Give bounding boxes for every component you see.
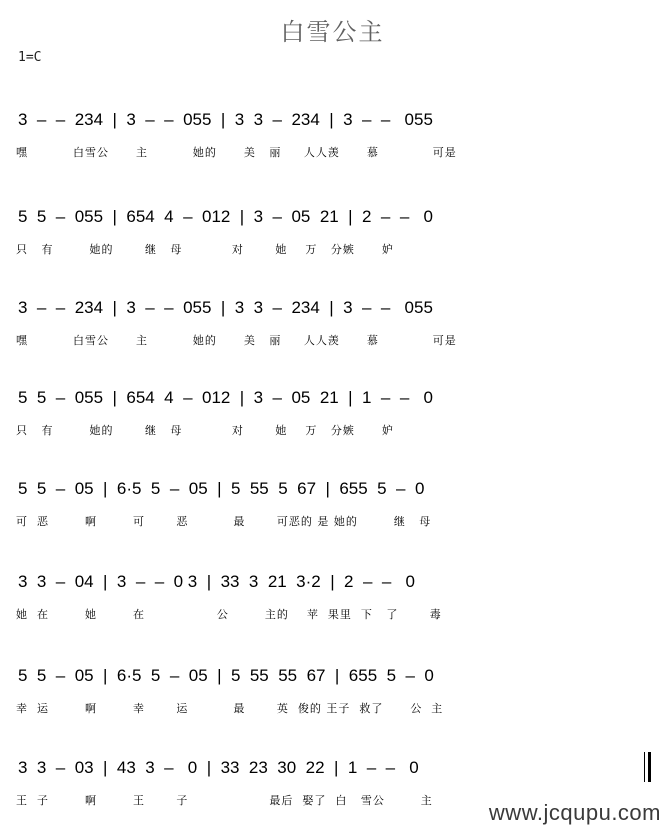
system-5 xyxy=(0,477,665,537)
lyrics-line: 幸 运 啊 幸 运 最 英 俊的 王子 救了 公 主 xyxy=(16,702,444,715)
notes-line: 5 5 – 055 | 654 4 – 012 | 3 – 05 21 | 2 – – 0 xyxy=(18,207,433,226)
lyrics-line: 嘿 白雪公 主 她的 美 丽 人人羡 慕 可是 xyxy=(16,334,457,347)
lyrics-line: 只 有 她的 继 母 对 她 万 分嫉 妒 xyxy=(16,243,394,256)
system-6 xyxy=(0,570,665,630)
lyrics-line: 她 在 她 在 公 主的 苹 果里 下 了 毒 xyxy=(16,608,442,621)
system-3 xyxy=(0,296,665,356)
lyrics-line: 嘿 白雪公 主 她的 美 丽 人人羡 慕 可是 xyxy=(16,146,457,159)
lyrics-line: 王 子 啊 王 子 最后 娶了 白 雪公 主 xyxy=(16,794,433,807)
notes-line: 3 – – 234 | 3 – – 055 | 3 3 – 234 | 3 – – 055 xyxy=(18,298,433,317)
notes-line: 5 5 – 05 | 6·5 5 – 05 | 5 55 5 67 | 655 5 – 0 xyxy=(18,479,425,498)
site-watermark: www.jcqupu.com xyxy=(488,800,661,825)
system-2 xyxy=(0,205,665,265)
notes-line: 5 5 – 05 | 6·5 5 – 05 | 5 55 55 67 | 655 5 – 0 xyxy=(18,666,434,685)
system-7 xyxy=(0,664,665,724)
song-title: 白雪公主 xyxy=(280,18,385,46)
system-1 xyxy=(0,108,665,168)
lyrics-line: 只 有 她的 继 母 对 她 万 分嫉 妒 xyxy=(16,424,394,437)
final-barline-thick xyxy=(648,752,651,782)
notes-line: 5 5 – 055 | 654 4 – 012 | 3 – 05 21 | 1 – – 0 xyxy=(18,388,433,407)
final-barline-thin xyxy=(644,752,645,782)
notes-line: 3 – – 234 | 3 – – 055 | 3 3 – 234 | 3 – – 055 xyxy=(18,110,433,129)
notes-line: 3 3 – 03 | 43 3 – 0 | 33 23 30 22 | 1 – – 0 xyxy=(18,758,419,777)
notes-line: 3 3 – 04 | 3 – – 0 3 | 33 3 21 3·2 | 2 – – 0 xyxy=(18,572,415,591)
lyrics-line: 可 恶 啊 可 恶 最 可恶的 是 她的 继 母 xyxy=(16,515,432,528)
key-signature: 1=C xyxy=(18,50,42,65)
system-4 xyxy=(0,386,665,446)
